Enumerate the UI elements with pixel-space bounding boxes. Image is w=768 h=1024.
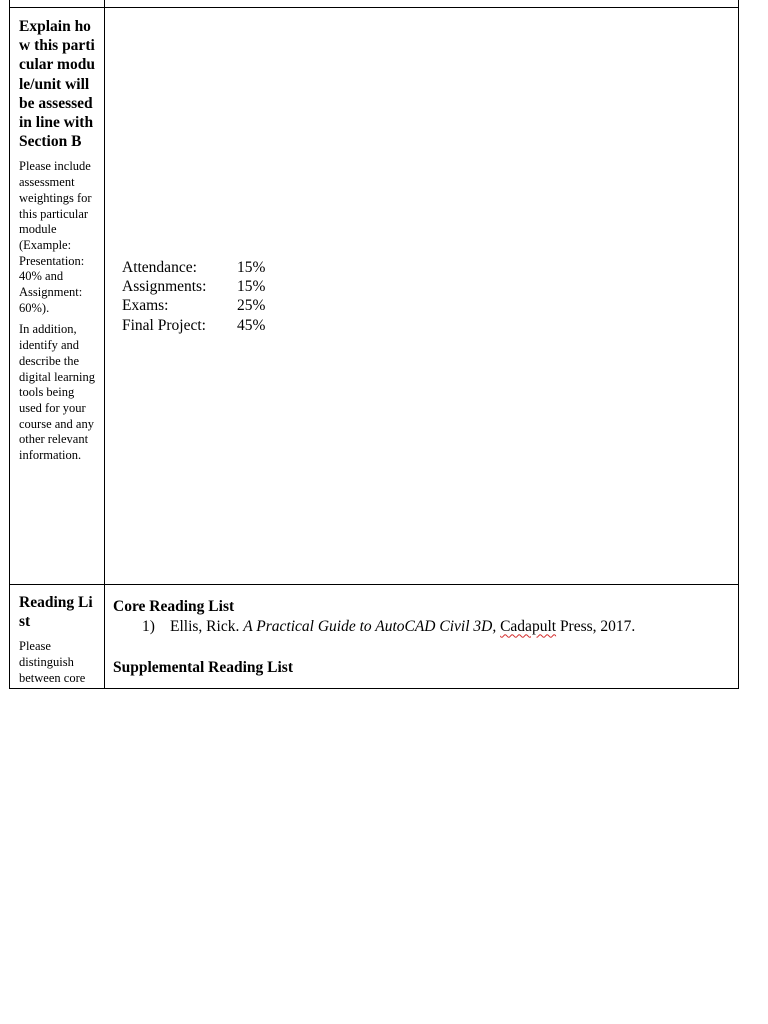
weighting-row-final-project — [122, 316, 738, 335]
supplemental-reading-title: Supplemental Reading List — [113, 658, 294, 676]
weighting-label: Attendance: — [122, 259, 197, 276]
previous-row-right-cell — [105, 0, 739, 8]
assessment-label-cell — [10, 8, 105, 585]
weighting-value: 45% — [237, 316, 266, 334]
core-reading-item — [113, 617, 738, 636]
weighting-value: 25% — [237, 297, 266, 315]
reading-list-row — [10, 585, 739, 689]
previous-row-left-cell — [10, 0, 105, 8]
assessment-content-cell — [105, 8, 739, 585]
weighting-label: Assignments: — [122, 278, 207, 296]
item-publisher-spellcheck-flag: Cadapult — [500, 618, 557, 636]
item-publisher-rest: Press, 2017. — [559, 618, 636, 636]
weighting-row-attendance — [122, 258, 738, 277]
assessment-weightings-list — [122, 258, 738, 335]
item-author: Ellis, Rick. — [170, 618, 240, 636]
previous-row-stub — [10, 0, 739, 8]
weighting-row-exams — [122, 296, 738, 315]
weighting-label: Exams: — [122, 297, 169, 315]
reading-heading: Reading List — [19, 594, 93, 631]
reading-label-cell — [10, 585, 105, 689]
item-book-title: A Practical Guide to AutoCAD Civil 3D, — [243, 618, 497, 636]
core-reading-title: Core Reading List — [113, 598, 235, 615]
item-number: 1) — [142, 618, 155, 636]
weighting-row-assignments — [122, 277, 738, 296]
reading-note: Please distinguish between core — [19, 639, 86, 685]
module-form-table — [9, 0, 739, 689]
reading-content-cell — [105, 585, 739, 689]
assessment-note-weightings: Please include assessment weightings for this particular module (Example: Presentation: 40% and Assignment: 60%). — [19, 159, 92, 315]
weighting-value: 15% — [237, 278, 266, 296]
assessment-row — [10, 8, 739, 585]
weighting-value: 15% — [237, 259, 266, 276]
assessment-heading: Explain how this particular module/unit will be assessed in line with Section B — [19, 18, 95, 151]
assessment-note-digital-tools: In addition, identify and describe the digital learning tools being used for your course and any other relevant information. — [19, 322, 96, 463]
weighting-label: Final Project: — [122, 316, 206, 334]
